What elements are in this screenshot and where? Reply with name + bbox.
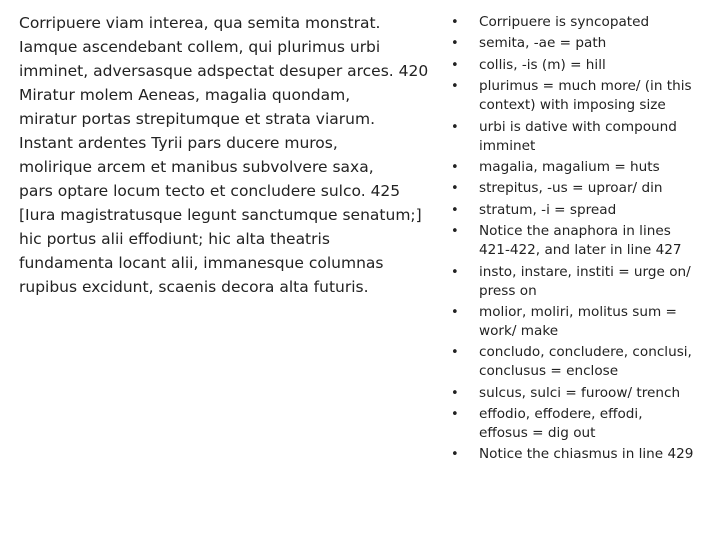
poem-line: Iamque ascendebant collem, qui plurimus urbi: [19, 38, 381, 56]
bullet-icon: •: [451, 264, 459, 280]
bullet-icon: •: [451, 181, 459, 197]
bullet-icon: •: [451, 57, 459, 73]
note-text: urbi is dative with compound imminet: [479, 118, 677, 154]
note-item: [448, 34, 710, 53]
poem-line: fundamenta locant alii, immanesque columnas: [19, 254, 384, 272]
bullet-icon: •: [451, 36, 459, 52]
note-item: [448, 222, 710, 260]
note-item: [448, 179, 710, 198]
bullet-icon: •: [451, 79, 459, 95]
note-item: [448, 303, 710, 341]
note-text: magalia, magalium = huts: [479, 158, 660, 175]
poem-line: Corripuere viam interea, qua semita monstrat.: [19, 14, 381, 32]
note-text: stratum, -i = spread: [479, 201, 617, 218]
note-text: plurimus = much more/ (in this context) with imposing size: [479, 78, 692, 114]
poem-line: rupibus excidunt, scaenis decora alta futuris.: [19, 278, 369, 296]
note-text: molior, moliri, molitus sum = work/ make: [479, 303, 677, 339]
note-text: sulcus, sulci = furoow/ trench: [479, 384, 681, 401]
latin-passage: [19, 11, 447, 299]
poem-line: imminet, adversasque adspectat desuper arces. 420: [19, 62, 429, 80]
note-text: strepitus, -us = uproar/ din: [479, 180, 663, 197]
note-item: [448, 158, 710, 177]
bullet-icon: •: [451, 304, 459, 320]
note-item: [448, 77, 710, 115]
poem-line: miratur portas strepitumque et strata viarum.: [19, 110, 376, 128]
poem-line: molirique arcem et manibus subvolvere saxa,: [19, 158, 374, 176]
poem-line: [Iura magistratusque legunt sanctumque senatum;]: [19, 206, 422, 224]
note-item: [448, 343, 710, 381]
note-item: [448, 201, 710, 220]
note-text: semita, -ae = path: [479, 35, 607, 52]
poem-line: Miratur molem Aeneas, magalia quondam,: [19, 86, 351, 104]
note-item: [448, 13, 710, 32]
bullet-icon: •: [451, 447, 459, 463]
note-item: [448, 118, 710, 156]
bullet-icon: •: [451, 224, 459, 240]
note-item: [448, 405, 710, 443]
note-item: [448, 445, 710, 464]
note-item: [448, 56, 710, 75]
bullet-icon: •: [451, 202, 459, 218]
vocabulary-notes-list: [448, 13, 710, 467]
bullet-icon: •: [451, 15, 459, 30]
note-text: Notice the chiasmus in line 429: [479, 446, 694, 463]
note-text: Notice the anaphora in lines 421-422, and later in line 427: [479, 223, 682, 259]
poem-line: Instant ardentes Tyrii pars ducere muros,: [19, 134, 338, 152]
note-text: concludo, concludere, conclusi, conclusus = enclose: [479, 344, 692, 380]
bullet-icon: •: [451, 407, 459, 423]
poem-line: hic portus alii effodiunt; hic alta theatris: [19, 230, 330, 248]
note-item: [448, 384, 710, 403]
bullet-icon: •: [451, 385, 459, 401]
poem-line: pars optare locum tecto et concludere sulco. 425: [19, 182, 401, 200]
note-text: Corripuere is syncopated: [479, 14, 650, 30]
bullet-icon: •: [451, 159, 459, 175]
note-text: collis, -is (m) = hill: [479, 56, 606, 73]
bullet-icon: •: [451, 345, 459, 361]
note-text: insto, instare, institi = urge on/ press on: [479, 263, 691, 299]
bullet-icon: •: [451, 119, 459, 135]
note-text: effodio, effodere, effodi, effosus = dig out: [479, 406, 643, 442]
note-item: [448, 263, 710, 301]
